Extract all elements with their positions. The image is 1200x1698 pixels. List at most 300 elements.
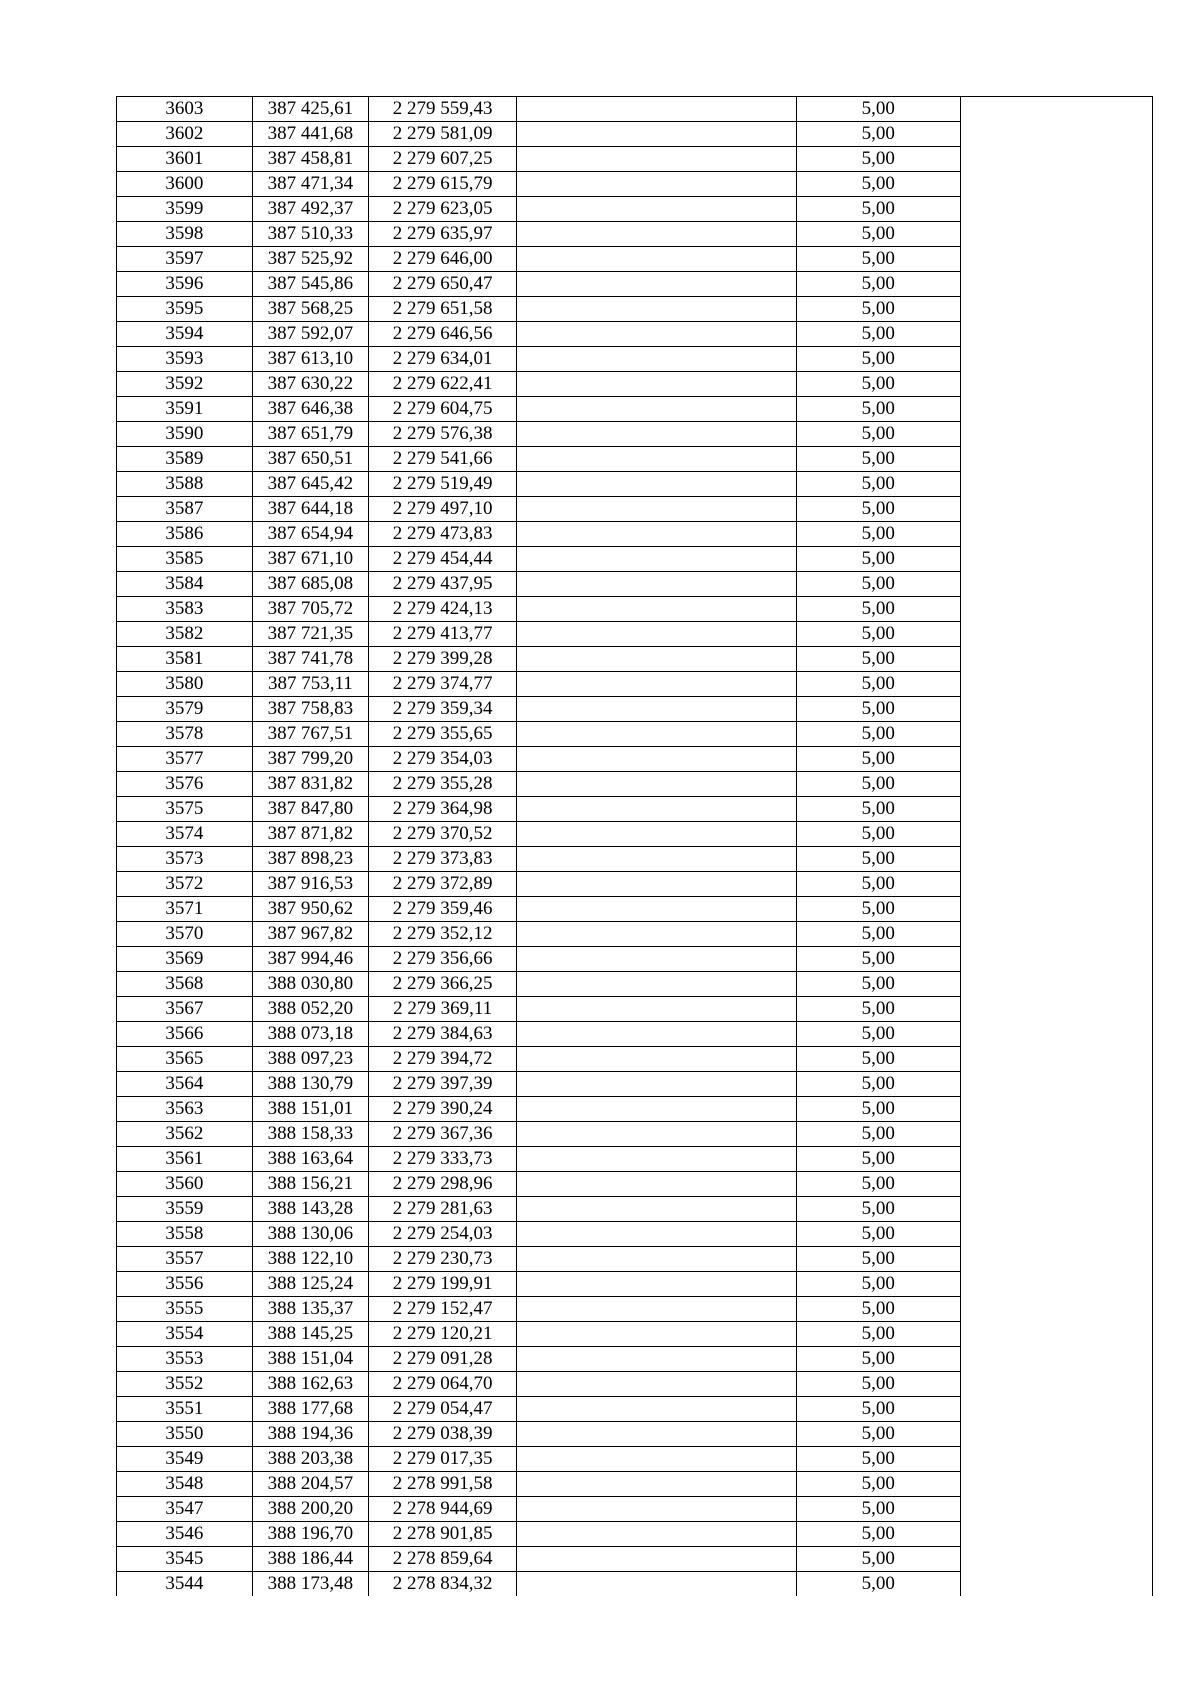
note-cell bbox=[960, 522, 1152, 547]
point-number-cell: 3556 bbox=[117, 1272, 253, 1297]
table-row bbox=[117, 722, 1153, 747]
value-cell: 5,00 bbox=[797, 647, 961, 672]
note-cell bbox=[960, 697, 1152, 722]
y-coordinate-cell: 2 279 634,01 bbox=[369, 347, 517, 372]
description-cell bbox=[517, 422, 797, 447]
y-coordinate-cell: 2 279 390,24 bbox=[369, 1097, 517, 1122]
note-cell bbox=[960, 1247, 1152, 1272]
y-coordinate-cell: 2 279 367,36 bbox=[369, 1122, 517, 1147]
value-cell: 5,00 bbox=[797, 372, 961, 397]
x-coordinate-cell: 387 592,07 bbox=[252, 322, 368, 347]
value-cell: 5,00 bbox=[797, 522, 961, 547]
value-cell: 5,00 bbox=[797, 897, 961, 922]
description-cell bbox=[517, 1122, 797, 1147]
x-coordinate-cell: 387 831,82 bbox=[252, 772, 368, 797]
value-cell: 5,00 bbox=[797, 847, 961, 872]
x-coordinate-cell: 388 143,28 bbox=[252, 1197, 368, 1222]
value-cell: 5,00 bbox=[797, 947, 961, 972]
table-row bbox=[117, 422, 1153, 447]
x-coordinate-cell: 388 073,18 bbox=[252, 1022, 368, 1047]
note-cell bbox=[960, 1147, 1152, 1172]
x-coordinate-cell: 388 162,63 bbox=[252, 1372, 368, 1397]
point-number-cell: 3576 bbox=[117, 772, 253, 797]
point-number-cell: 3553 bbox=[117, 1347, 253, 1372]
note-cell bbox=[960, 1197, 1152, 1222]
table-row bbox=[117, 1422, 1153, 1447]
point-number-cell: 3588 bbox=[117, 472, 253, 497]
y-coordinate-cell: 2 279 497,10 bbox=[369, 497, 517, 522]
value-cell: 5,00 bbox=[797, 272, 961, 297]
table-row bbox=[117, 1247, 1153, 1272]
table-row bbox=[117, 747, 1153, 772]
x-coordinate-cell: 387 651,79 bbox=[252, 422, 368, 447]
point-number-cell: 3582 bbox=[117, 622, 253, 647]
x-coordinate-cell: 387 510,33 bbox=[252, 222, 368, 247]
x-coordinate-cell: 388 135,37 bbox=[252, 1297, 368, 1322]
y-coordinate-cell: 2 279 355,28 bbox=[369, 772, 517, 797]
y-coordinate-cell: 2 279 333,73 bbox=[369, 1147, 517, 1172]
description-cell bbox=[517, 197, 797, 222]
point-number-cell: 3572 bbox=[117, 872, 253, 897]
y-coordinate-cell: 2 279 394,72 bbox=[369, 1047, 517, 1072]
x-coordinate-cell: 387 471,34 bbox=[252, 172, 368, 197]
table-row bbox=[117, 847, 1153, 872]
value-cell: 5,00 bbox=[797, 347, 961, 372]
x-coordinate-cell: 387 630,22 bbox=[252, 372, 368, 397]
point-number-cell: 3602 bbox=[117, 122, 253, 147]
y-coordinate-cell: 2 279 399,28 bbox=[369, 647, 517, 672]
note-cell bbox=[960, 347, 1152, 372]
point-number-cell: 3579 bbox=[117, 697, 253, 722]
y-coordinate-cell: 2 279 615,79 bbox=[369, 172, 517, 197]
note-cell bbox=[960, 897, 1152, 922]
table-row bbox=[117, 1447, 1153, 1472]
x-coordinate-cell: 387 650,51 bbox=[252, 447, 368, 472]
table-body bbox=[117, 97, 1153, 1597]
x-coordinate-cell: 388 151,01 bbox=[252, 1097, 368, 1122]
note-cell bbox=[960, 1522, 1152, 1547]
table-row bbox=[117, 122, 1153, 147]
x-coordinate-cell: 388 186,44 bbox=[252, 1547, 368, 1572]
y-coordinate-cell: 2 279 199,91 bbox=[369, 1272, 517, 1297]
point-number-cell: 3564 bbox=[117, 1072, 253, 1097]
value-cell: 5,00 bbox=[797, 1022, 961, 1047]
description-cell bbox=[517, 872, 797, 897]
x-coordinate-cell: 388 052,20 bbox=[252, 997, 368, 1022]
note-cell bbox=[960, 1022, 1152, 1047]
value-cell: 5,00 bbox=[797, 972, 961, 997]
y-coordinate-cell: 2 279 354,03 bbox=[369, 747, 517, 772]
value-cell: 5,00 bbox=[797, 1472, 961, 1497]
table-row bbox=[117, 647, 1153, 672]
y-coordinate-cell: 2 279 473,83 bbox=[369, 522, 517, 547]
x-coordinate-cell: 387 871,82 bbox=[252, 822, 368, 847]
y-coordinate-cell: 2 279 064,70 bbox=[369, 1372, 517, 1397]
x-coordinate-cell: 387 646,38 bbox=[252, 397, 368, 422]
y-coordinate-cell: 2 279 635,97 bbox=[369, 222, 517, 247]
x-coordinate-cell: 387 705,72 bbox=[252, 597, 368, 622]
y-coordinate-cell: 2 279 650,47 bbox=[369, 272, 517, 297]
description-cell bbox=[517, 1097, 797, 1122]
y-coordinate-cell: 2 278 901,85 bbox=[369, 1522, 517, 1547]
description-cell bbox=[517, 1247, 797, 1272]
value-cell: 5,00 bbox=[797, 1122, 961, 1147]
point-number-cell: 3575 bbox=[117, 797, 253, 822]
table-row bbox=[117, 497, 1153, 522]
point-number-cell: 3594 bbox=[117, 322, 253, 347]
x-coordinate-cell: 388 130,06 bbox=[252, 1222, 368, 1247]
y-coordinate-cell: 2 278 944,69 bbox=[369, 1497, 517, 1522]
y-coordinate-cell: 2 279 607,25 bbox=[369, 147, 517, 172]
note-cell bbox=[960, 372, 1152, 397]
x-coordinate-cell: 387 613,10 bbox=[252, 347, 368, 372]
value-cell: 5,00 bbox=[797, 597, 961, 622]
note-cell bbox=[960, 622, 1152, 647]
description-cell bbox=[517, 1347, 797, 1372]
x-coordinate-cell: 388 156,21 bbox=[252, 1172, 368, 1197]
point-number-cell: 3593 bbox=[117, 347, 253, 372]
y-coordinate-cell: 2 279 424,13 bbox=[369, 597, 517, 622]
x-coordinate-cell: 388 097,23 bbox=[252, 1047, 368, 1072]
note-cell bbox=[960, 722, 1152, 747]
x-coordinate-cell: 387 654,94 bbox=[252, 522, 368, 547]
value-cell: 5,00 bbox=[797, 1522, 961, 1547]
description-cell bbox=[517, 1397, 797, 1422]
point-number-cell: 3559 bbox=[117, 1197, 253, 1222]
value-cell: 5,00 bbox=[797, 222, 961, 247]
description-cell bbox=[517, 472, 797, 497]
note-cell bbox=[960, 597, 1152, 622]
x-coordinate-cell: 387 898,23 bbox=[252, 847, 368, 872]
x-coordinate-cell: 387 545,86 bbox=[252, 272, 368, 297]
description-cell bbox=[517, 547, 797, 572]
value-cell: 5,00 bbox=[797, 572, 961, 597]
y-coordinate-cell: 2 279 397,39 bbox=[369, 1072, 517, 1097]
value-cell: 5,00 bbox=[797, 722, 961, 747]
x-coordinate-cell: 388 158,33 bbox=[252, 1122, 368, 1147]
value-cell: 5,00 bbox=[797, 97, 961, 122]
x-coordinate-cell: 387 721,35 bbox=[252, 622, 368, 647]
point-number-cell: 3566 bbox=[117, 1022, 253, 1047]
point-number-cell: 3580 bbox=[117, 672, 253, 697]
point-number-cell: 3548 bbox=[117, 1472, 253, 1497]
value-cell: 5,00 bbox=[797, 872, 961, 897]
description-cell bbox=[517, 272, 797, 297]
description-cell bbox=[517, 1422, 797, 1447]
value-cell: 5,00 bbox=[797, 247, 961, 272]
point-number-cell: 3592 bbox=[117, 372, 253, 397]
table-row bbox=[117, 547, 1153, 572]
y-coordinate-cell: 2 279 372,89 bbox=[369, 872, 517, 897]
value-cell: 5,00 bbox=[797, 422, 961, 447]
note-cell bbox=[960, 1047, 1152, 1072]
table-row bbox=[117, 247, 1153, 272]
value-cell: 5,00 bbox=[797, 172, 961, 197]
y-coordinate-cell: 2 279 370,52 bbox=[369, 822, 517, 847]
note-cell bbox=[960, 1297, 1152, 1322]
table-row bbox=[117, 322, 1153, 347]
table-row bbox=[117, 1047, 1153, 1072]
description-cell bbox=[517, 1072, 797, 1097]
table-row bbox=[117, 897, 1153, 922]
y-coordinate-cell: 2 278 991,58 bbox=[369, 1472, 517, 1497]
table-row bbox=[117, 872, 1153, 897]
value-cell: 5,00 bbox=[797, 1047, 961, 1072]
point-number-cell: 3577 bbox=[117, 747, 253, 772]
point-number-cell: 3600 bbox=[117, 172, 253, 197]
note-cell bbox=[960, 1397, 1152, 1422]
description-cell bbox=[517, 1197, 797, 1222]
description-cell bbox=[517, 1547, 797, 1572]
table-row bbox=[117, 1097, 1153, 1122]
description-cell bbox=[517, 897, 797, 922]
value-cell: 5,00 bbox=[797, 1572, 961, 1597]
table-row bbox=[117, 97, 1153, 122]
point-number-cell: 3578 bbox=[117, 722, 253, 747]
description-cell bbox=[517, 1222, 797, 1247]
note-cell bbox=[960, 997, 1152, 1022]
note-cell bbox=[960, 547, 1152, 572]
note-cell bbox=[960, 647, 1152, 672]
note-cell bbox=[960, 172, 1152, 197]
x-coordinate-cell: 388 145,25 bbox=[252, 1322, 368, 1347]
y-coordinate-cell: 2 279 359,34 bbox=[369, 697, 517, 722]
description-cell bbox=[517, 947, 797, 972]
value-cell: 5,00 bbox=[797, 1397, 961, 1422]
x-coordinate-cell: 387 568,25 bbox=[252, 297, 368, 322]
value-cell: 5,00 bbox=[797, 497, 961, 522]
table-row bbox=[117, 572, 1153, 597]
y-coordinate-cell: 2 279 254,03 bbox=[369, 1222, 517, 1247]
point-number-cell: 3597 bbox=[117, 247, 253, 272]
table-row bbox=[117, 697, 1153, 722]
description-cell bbox=[517, 1522, 797, 1547]
description-cell bbox=[517, 1297, 797, 1322]
description-cell bbox=[517, 1147, 797, 1172]
point-number-cell: 3574 bbox=[117, 822, 253, 847]
table-row bbox=[117, 1347, 1153, 1372]
note-cell bbox=[960, 672, 1152, 697]
table-row bbox=[117, 622, 1153, 647]
point-number-cell: 3589 bbox=[117, 447, 253, 472]
point-number-cell: 3583 bbox=[117, 597, 253, 622]
description-cell bbox=[517, 222, 797, 247]
table-row bbox=[117, 1272, 1153, 1297]
y-coordinate-cell: 2 279 646,00 bbox=[369, 247, 517, 272]
table-row bbox=[117, 1147, 1153, 1172]
note-cell bbox=[960, 322, 1152, 347]
note-cell bbox=[960, 397, 1152, 422]
note-cell bbox=[960, 147, 1152, 172]
point-number-cell: 3551 bbox=[117, 1397, 253, 1422]
value-cell: 5,00 bbox=[797, 447, 961, 472]
value-cell: 5,00 bbox=[797, 1247, 961, 1272]
table-row bbox=[117, 372, 1153, 397]
x-coordinate-cell: 387 741,78 bbox=[252, 647, 368, 672]
y-coordinate-cell: 2 278 834,32 bbox=[369, 1572, 517, 1597]
description-cell bbox=[517, 972, 797, 997]
y-coordinate-cell: 2 279 359,46 bbox=[369, 897, 517, 922]
value-cell: 5,00 bbox=[797, 1547, 961, 1572]
table-row bbox=[117, 947, 1153, 972]
description-cell bbox=[517, 1472, 797, 1497]
value-cell: 5,00 bbox=[797, 822, 961, 847]
value-cell: 5,00 bbox=[797, 1422, 961, 1447]
table-row bbox=[117, 147, 1153, 172]
table-row bbox=[117, 347, 1153, 372]
table-row bbox=[117, 1472, 1153, 1497]
y-coordinate-cell: 2 279 437,95 bbox=[369, 572, 517, 597]
point-number-cell: 3558 bbox=[117, 1222, 253, 1247]
note-cell bbox=[960, 1447, 1152, 1472]
note-cell bbox=[960, 1322, 1152, 1347]
description-cell bbox=[517, 997, 797, 1022]
note-cell bbox=[960, 497, 1152, 522]
table-row bbox=[117, 472, 1153, 497]
x-coordinate-cell: 388 130,79 bbox=[252, 1072, 368, 1097]
point-number-cell: 3565 bbox=[117, 1047, 253, 1072]
point-number-cell: 3544 bbox=[117, 1572, 253, 1597]
value-cell: 5,00 bbox=[797, 797, 961, 822]
note-cell bbox=[960, 1097, 1152, 1122]
note-cell bbox=[960, 1272, 1152, 1297]
table-row bbox=[117, 1372, 1153, 1397]
table-row bbox=[117, 1122, 1153, 1147]
y-coordinate-cell: 2 279 541,66 bbox=[369, 447, 517, 472]
note-cell bbox=[960, 1497, 1152, 1522]
value-cell: 5,00 bbox=[797, 772, 961, 797]
table-row bbox=[117, 922, 1153, 947]
description-cell bbox=[517, 247, 797, 272]
description-cell bbox=[517, 522, 797, 547]
value-cell: 5,00 bbox=[797, 1222, 961, 1247]
point-number-cell: 3569 bbox=[117, 947, 253, 972]
point-number-cell: 3557 bbox=[117, 1247, 253, 1272]
table-row bbox=[117, 1522, 1153, 1547]
x-coordinate-cell: 387 492,37 bbox=[252, 197, 368, 222]
y-coordinate-cell: 2 279 454,44 bbox=[369, 547, 517, 572]
y-coordinate-cell: 2 279 230,73 bbox=[369, 1247, 517, 1272]
description-cell bbox=[517, 647, 797, 672]
description-cell bbox=[517, 322, 797, 347]
y-coordinate-cell: 2 279 038,39 bbox=[369, 1422, 517, 1447]
note-cell bbox=[960, 572, 1152, 597]
description-cell bbox=[517, 697, 797, 722]
y-coordinate-cell: 2 279 054,47 bbox=[369, 1397, 517, 1422]
y-coordinate-cell: 2 279 604,75 bbox=[369, 397, 517, 422]
point-number-cell: 3549 bbox=[117, 1447, 253, 1472]
value-cell: 5,00 bbox=[797, 1322, 961, 1347]
table-row bbox=[117, 172, 1153, 197]
table-row bbox=[117, 447, 1153, 472]
description-cell bbox=[517, 372, 797, 397]
x-coordinate-cell: 387 458,81 bbox=[252, 147, 368, 172]
table-row bbox=[117, 397, 1153, 422]
y-coordinate-cell: 2 279 352,12 bbox=[369, 922, 517, 947]
point-number-cell: 3581 bbox=[117, 647, 253, 672]
note-cell bbox=[960, 922, 1152, 947]
coordinate-table bbox=[116, 96, 1153, 1596]
point-number-cell: 3570 bbox=[117, 922, 253, 947]
value-cell: 5,00 bbox=[797, 1147, 961, 1172]
note-cell bbox=[960, 972, 1152, 997]
y-coordinate-cell: 2 279 581,09 bbox=[369, 122, 517, 147]
y-coordinate-cell: 2 279 413,77 bbox=[369, 622, 517, 647]
value-cell: 5,00 bbox=[797, 122, 961, 147]
table-row bbox=[117, 522, 1153, 547]
description-cell bbox=[517, 672, 797, 697]
description-cell bbox=[517, 147, 797, 172]
description-cell bbox=[517, 572, 797, 597]
note-cell bbox=[960, 947, 1152, 972]
value-cell: 5,00 bbox=[797, 672, 961, 697]
point-number-cell: 3547 bbox=[117, 1497, 253, 1522]
description-cell bbox=[517, 1322, 797, 1347]
note-cell bbox=[960, 472, 1152, 497]
value-cell: 5,00 bbox=[797, 1497, 961, 1522]
x-coordinate-cell: 388 125,24 bbox=[252, 1272, 368, 1297]
value-cell: 5,00 bbox=[797, 297, 961, 322]
description-cell bbox=[517, 1022, 797, 1047]
x-coordinate-cell: 387 847,80 bbox=[252, 797, 368, 822]
table-row bbox=[117, 972, 1153, 997]
x-coordinate-cell: 388 163,64 bbox=[252, 1147, 368, 1172]
point-number-cell: 3585 bbox=[117, 547, 253, 572]
y-coordinate-cell: 2 279 281,63 bbox=[369, 1197, 517, 1222]
description-cell bbox=[517, 1572, 797, 1597]
table-row bbox=[117, 597, 1153, 622]
x-coordinate-cell: 387 525,92 bbox=[252, 247, 368, 272]
note-cell bbox=[960, 1172, 1152, 1197]
point-number-cell: 3550 bbox=[117, 1422, 253, 1447]
y-coordinate-cell: 2 279 298,96 bbox=[369, 1172, 517, 1197]
y-coordinate-cell: 2 279 384,63 bbox=[369, 1022, 517, 1047]
y-coordinate-cell: 2 279 622,41 bbox=[369, 372, 517, 397]
description-cell bbox=[517, 1372, 797, 1397]
x-coordinate-cell: 387 916,53 bbox=[252, 872, 368, 897]
point-number-cell: 3554 bbox=[117, 1322, 253, 1347]
value-cell: 5,00 bbox=[797, 1372, 961, 1397]
y-coordinate-cell: 2 279 651,58 bbox=[369, 297, 517, 322]
description-cell bbox=[517, 1047, 797, 1072]
point-number-cell: 3573 bbox=[117, 847, 253, 872]
table-row bbox=[117, 997, 1153, 1022]
y-coordinate-cell: 2 279 576,38 bbox=[369, 422, 517, 447]
table-row bbox=[117, 1497, 1153, 1522]
point-number-cell: 3561 bbox=[117, 1147, 253, 1172]
note-cell bbox=[960, 422, 1152, 447]
description-cell bbox=[517, 797, 797, 822]
description-cell bbox=[517, 172, 797, 197]
y-coordinate-cell: 2 279 152,47 bbox=[369, 1297, 517, 1322]
note-cell bbox=[960, 297, 1152, 322]
description-cell bbox=[517, 822, 797, 847]
description-cell bbox=[517, 497, 797, 522]
x-coordinate-cell: 387 758,83 bbox=[252, 697, 368, 722]
x-coordinate-cell: 387 967,82 bbox=[252, 922, 368, 947]
note-cell bbox=[960, 1472, 1152, 1497]
value-cell: 5,00 bbox=[797, 147, 961, 172]
table-row bbox=[117, 822, 1153, 847]
value-cell: 5,00 bbox=[797, 547, 961, 572]
point-number-cell: 3601 bbox=[117, 147, 253, 172]
description-cell bbox=[517, 847, 797, 872]
y-coordinate-cell: 2 279 355,65 bbox=[369, 722, 517, 747]
value-cell: 5,00 bbox=[797, 1197, 961, 1222]
point-number-cell: 3567 bbox=[117, 997, 253, 1022]
y-coordinate-cell: 2 279 559,43 bbox=[369, 97, 517, 122]
description-cell bbox=[517, 347, 797, 372]
